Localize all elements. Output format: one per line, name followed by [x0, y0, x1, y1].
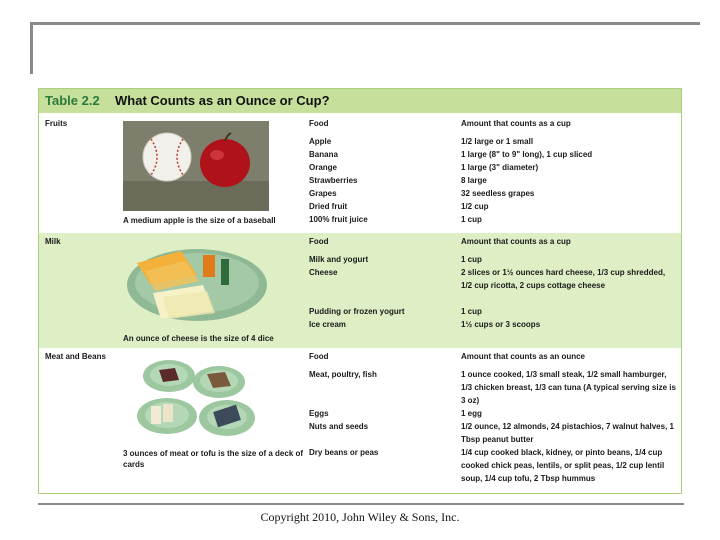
- food-cell: Cheese: [309, 268, 338, 277]
- section-fruits: [39, 115, 681, 233]
- food-cell: 100% fruit juice: [309, 215, 368, 224]
- amount-cell: 32 seedless grapes: [461, 189, 535, 198]
- food-cell: Nuts and seeds: [309, 422, 369, 431]
- amount-list-fruits: [461, 135, 676, 226]
- caption-milk: An ounce of cheese is the size of 4 dice: [123, 334, 274, 343]
- food-header-meat: Food: [309, 352, 329, 361]
- amount-cell: 1/4 cup cooked black, kidney, or pinto beans, 1/4 cup cooked chick peas, lentils, or split peas, 1/2 cup lentil soup, 1/4 cup tofu, 2 Tbsp hummus: [461, 448, 665, 483]
- food-cell: Grapes: [309, 189, 337, 198]
- section-meat-and-beans: [39, 348, 681, 494]
- amount-list-milk-lower: [461, 305, 676, 331]
- caption-meat-and-beans: 3 ounces of meat or tofu is the size of a deck of cards: [123, 449, 304, 469]
- food-cell: Eggs: [309, 409, 329, 418]
- food-header-fruits: Food: [309, 119, 329, 128]
- amount-cell: 1 ounce cooked, 1/3 small steak, 1/2 small hamburger, 1/3 chicken breast, 1/3 can tuna (A typical serving size is 3 oz): [461, 370, 676, 405]
- group-label-fruits: Fruits: [45, 119, 68, 128]
- amount-header-milk: Amount that counts as a cup: [461, 237, 571, 246]
- copyright-text: Copyright 2010, John Wiley & Sons, Inc.: [260, 510, 460, 524]
- caption-fruits: A medium apple is the size of a baseball: [123, 216, 276, 225]
- amount-cell: 1 large (8" to 9" long), 1 cup sliced: [461, 150, 593, 159]
- group-label-meat-and-beans: Meat and Beans: [45, 352, 106, 361]
- food-cell: Ice cream: [309, 320, 346, 329]
- section-milk: [39, 233, 681, 348]
- amount-cell: 1½ cups or 3 scoops: [461, 320, 541, 329]
- food-header-milk: Food: [309, 237, 329, 246]
- amount-cell: 1/2 large or 1 small: [461, 137, 534, 146]
- slide-frame-top: [30, 22, 700, 25]
- amount-list-milk: [461, 253, 676, 292]
- group-label-milk: Milk: [45, 237, 61, 246]
- table-header: [39, 89, 681, 113]
- food-cell: Pudding or frozen yogurt: [309, 307, 405, 316]
- food-cell: Dry beans or peas: [309, 448, 379, 457]
- food-cell: Orange: [309, 163, 338, 172]
- amount-cell: 1/2 ounce, 12 almonds, 24 pistachios, 7 walnut halves, 1 Tbsp peanut butter: [461, 422, 674, 444]
- amount-cell: 1 cup: [461, 255, 482, 264]
- food-cell: Dried fruit: [309, 202, 348, 211]
- slide-bottom-rule: [38, 503, 684, 505]
- amount-cell: 1 egg: [461, 409, 482, 418]
- amount-cell: 1 large (3" diameter): [461, 163, 539, 172]
- amount-cell: 1 cup: [461, 215, 482, 224]
- amount-cell: 2 slices or 1½ ounces hard cheese, 1/3 cup shredded, 1/2 cup ricotta, 2 cups cottage cheese: [461, 268, 666, 290]
- table-number: Table 2.2: [45, 93, 100, 108]
- amount-cell: 1 cup: [461, 307, 482, 316]
- table-title: What Counts as an Ounce or Cup?: [115, 93, 330, 108]
- cheese-dice-photo: [123, 239, 269, 324]
- food-cell: Strawberries: [309, 176, 358, 185]
- food-list-milk-lower: [309, 305, 454, 331]
- food-cell: Banana: [309, 150, 338, 159]
- food-list-fruits: [309, 135, 454, 226]
- meat-tofu-photo: [123, 354, 269, 440]
- slide-frame-left: [30, 22, 33, 74]
- nutrition-table: [38, 88, 682, 494]
- food-cell: Apple: [309, 137, 332, 146]
- amount-cell: 1/2 cup: [461, 202, 489, 211]
- food-cell: Meat, poultry, fish: [309, 370, 377, 379]
- amount-cell: 8 large: [461, 176, 487, 185]
- amount-header-fruits: Amount that counts as a cup: [461, 119, 571, 128]
- amount-header-meat: Amount that counts as an ounce: [461, 352, 586, 361]
- food-list-milk: [309, 253, 454, 279]
- food-cell: Milk and yogurt: [309, 255, 369, 264]
- apple-baseball-photo: [123, 121, 269, 211]
